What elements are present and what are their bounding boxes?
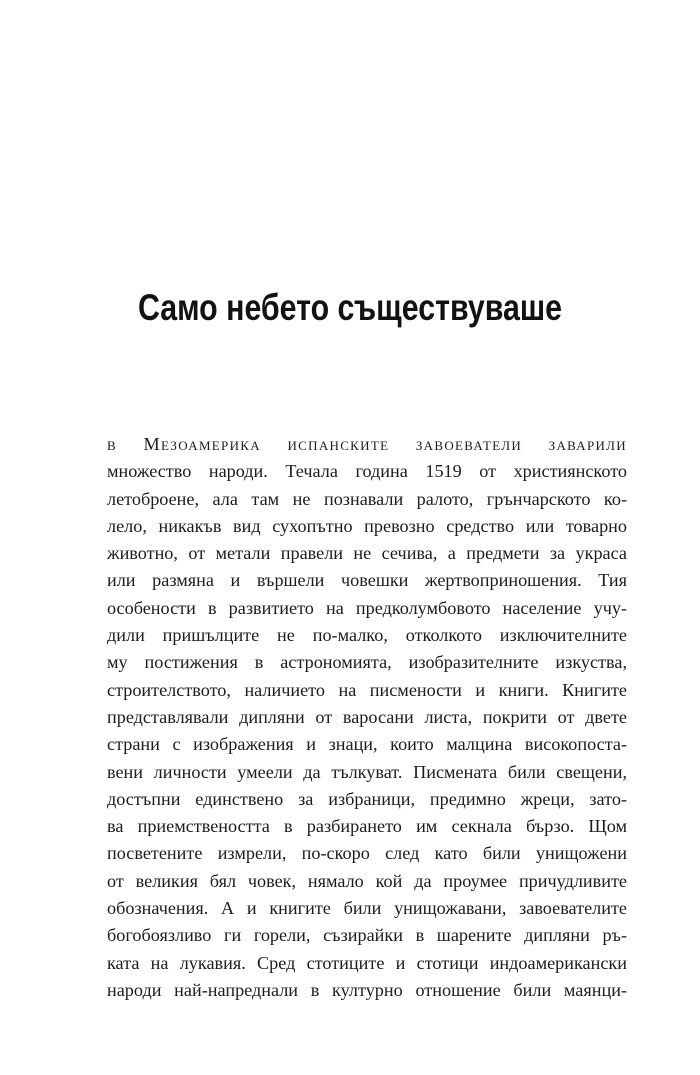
text-line: посветените измрели, по-скоро след като били унищожени bbox=[107, 843, 627, 864]
text-line: народи най-напреднали в културно отношение били маянци- bbox=[107, 979, 627, 1000]
text-line: или размяна и вършели човешки жертвоприношения. Тия bbox=[107, 570, 627, 591]
text-line: ва приемствеността в разбирането им секнала бързо. Щом bbox=[107, 816, 627, 837]
text-line: от великия бял човек, нямало кой да проумее причудливите bbox=[107, 870, 627, 891]
text-line: лело, никакъв вид сухопътно превозно средство или товарно bbox=[107, 515, 627, 536]
text-line: обозначения. А и книгите били унищожавани, завоевателите bbox=[107, 898, 627, 919]
text-line: дили пришълците не по-малко, отколкото изключителните bbox=[107, 625, 627, 646]
text-line: строителството, наличието на писмености и книги. Книгите bbox=[107, 679, 627, 700]
text-line: летоброене, ала там не познавали ралото, грънчарското ко- bbox=[107, 488, 627, 509]
text-line: богобоязливо ги горели, съзирайки в шарените дипляни ръ- bbox=[107, 925, 627, 946]
text-line: в Мезоамерика испанските завоеватели заварили bbox=[107, 434, 627, 454]
text-line: множество народи. Течала година 1519 от християнското bbox=[107, 461, 627, 482]
body-paragraph bbox=[107, 431, 627, 1004]
text-line: достъпни единствено за избраници, предимно жреци, зато- bbox=[107, 788, 627, 809]
text-line: вени личности умеели да тълкуват. Писмената били свещени, bbox=[107, 761, 627, 782]
text-line: страни с изображения и знаци, които малцина високопоста- bbox=[107, 734, 627, 755]
text-line: представлявали дипляни от варосани листа, покрити от двете bbox=[107, 706, 627, 727]
text-line: ката на лукавия. Сред стотиците и стотици индоамерикански bbox=[107, 952, 627, 973]
chapter-title: Само небето съществуваше bbox=[137, 287, 563, 328]
text-line: животно, от метали правели не сечива, а предмети за украса bbox=[107, 543, 627, 564]
text-line: особености в развитието на предколумбовото население учу- bbox=[107, 597, 627, 618]
text-line: му постижения в астрономията, изобразителните изкуства, bbox=[107, 652, 627, 673]
